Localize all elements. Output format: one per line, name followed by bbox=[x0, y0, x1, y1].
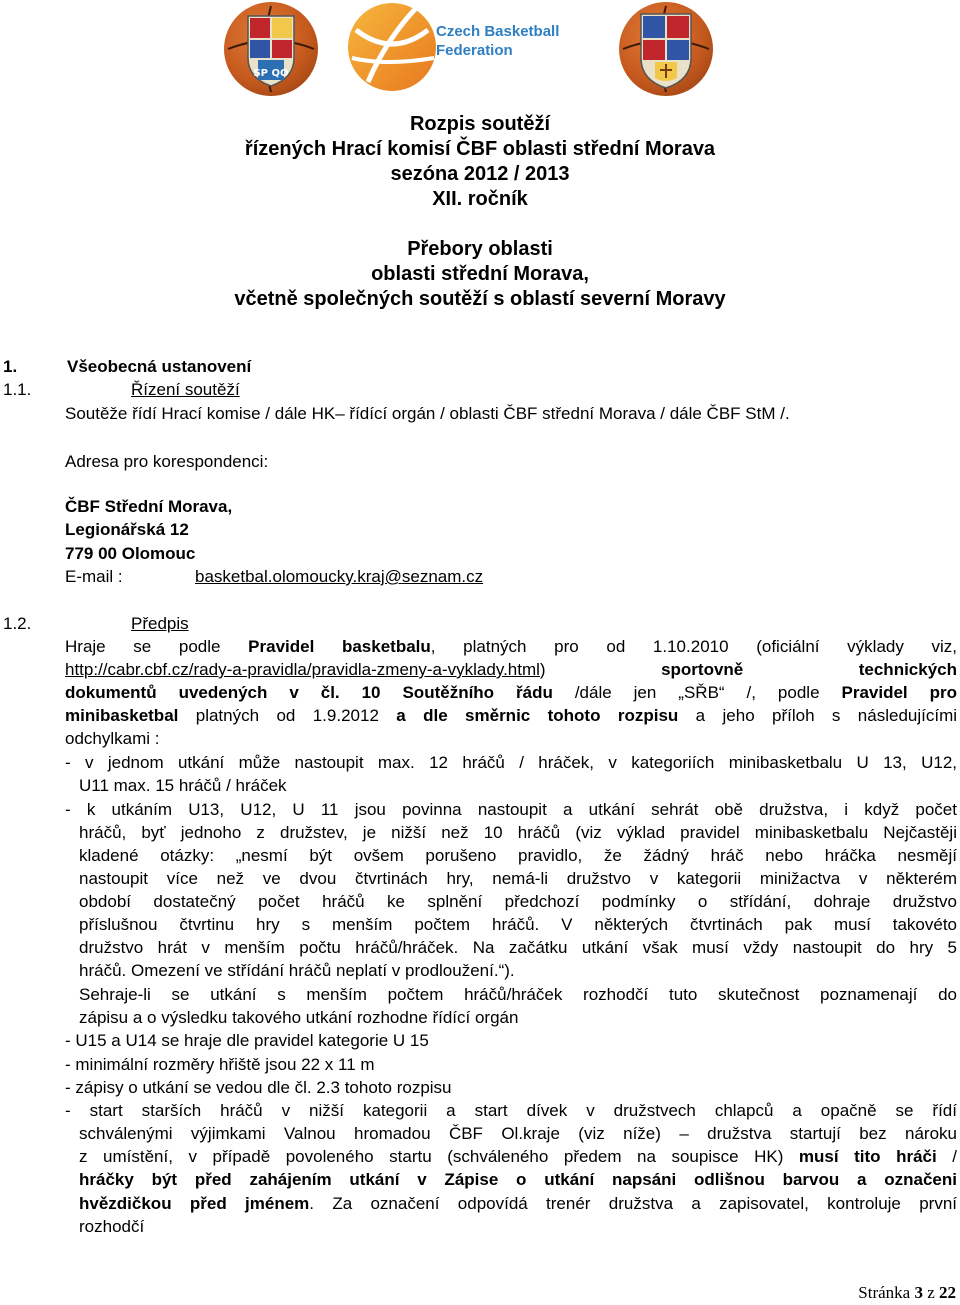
title-line-1: Rozpis soutěží bbox=[409, 113, 550, 135]
subtitle-line-2: oblasti střední Morava, bbox=[371, 263, 589, 285]
page-current: 3 bbox=[914, 1283, 923, 1302]
bullet-6-line-6: rozhodčí bbox=[79, 1217, 145, 1236]
text-run: a jeho příloh s následujícími bbox=[678, 706, 958, 725]
page-of: z bbox=[922, 1283, 939, 1302]
section-1-number: 1. bbox=[3, 357, 18, 376]
text-run: ) bbox=[539, 660, 662, 679]
rules-line-5: odchylkami : bbox=[65, 729, 160, 748]
cbf-logo-text bbox=[436, 22, 559, 60]
rules-link[interactable]: http://cabr.cbf.cz/rady-a-pravidla/pravidla-zmeny-a-vyklady.html bbox=[65, 660, 540, 679]
text-run: z umístění, v případě povoleného startu (schváleného předem na soupisce HK) bbox=[79, 1147, 799, 1166]
text-run-bold: musí tito hráči bbox=[798, 1147, 937, 1166]
text-run: / bbox=[936, 1147, 957, 1166]
bullet-2-line-2: hráčů, byť jednoho z družstev, je nižší než 10 hráčů (viz výklad pravidel minibasketbalu Nejčastěji bbox=[79, 823, 957, 842]
text-run: platných od 1.9.2012 bbox=[178, 706, 397, 725]
cbf-name-line2: Federation bbox=[436, 42, 513, 59]
section-1-2-heading: Předpis bbox=[131, 614, 189, 633]
cbf-name-line1: Czech Basketball bbox=[436, 23, 560, 40]
rules-line-4 bbox=[65, 704, 957, 727]
rules-line-3 bbox=[65, 681, 957, 704]
bullet-2-line-5: období dostatečný počet hráčů ke splnění předchozí podmínky o střídání, dohraje družstvo bbox=[79, 892, 957, 911]
regional-logo-left bbox=[224, 2, 318, 96]
text-run-bold: Pravidel basketbalu bbox=[248, 637, 431, 656]
rules-line-1 bbox=[65, 635, 957, 658]
text-run-bold: Pravidel pro bbox=[841, 683, 957, 702]
text-run-bold: dokumentů uvedených v čl. 10 Soutěžního řádu bbox=[65, 683, 553, 702]
bullet-6-line-4: hráčky být před zahájením utkání v Zápise o utkání napsáni odlišnou barvou a označeni bbox=[79, 1170, 957, 1189]
page-label: Stránka bbox=[858, 1283, 915, 1302]
bullet-2-line-9: Sehraje-li se utkání s menším počtem hráčů/hráček rozhodčí tuto skutečnost poznamenají do bbox=[79, 985, 957, 1004]
subtitle-line-3: včetně společných soutěží s oblastí severní Moravy bbox=[234, 288, 726, 310]
olomouc-crest-icon bbox=[619, 2, 713, 96]
bullet-3: - U15 a U14 se hraje dle pravidel kategorie U 15 bbox=[65, 1031, 429, 1050]
title-edition: XII. ročník bbox=[432, 188, 528, 210]
bullet-4: - minimální rozměry hřiště jsou 22 x 11 m bbox=[65, 1055, 375, 1074]
address-line-3: 779 00 Olomouc bbox=[65, 544, 196, 563]
bullet-2-line-1: - k utkáním U13, U12, U 11 jsou povinna nastoupit a utkání sehrát obě družstva, i když počet bbox=[65, 800, 957, 819]
text-run-bold: sportovně technických bbox=[661, 660, 958, 679]
bullet-1-line-2: U11 max. 15 hráčů / hráček bbox=[79, 776, 287, 795]
bullet-6-line-1: - start starších hráčů v nižší kategorii a start dívek v družstvech chlapců a opačně se řídí bbox=[65, 1101, 957, 1120]
bullet-2-line-8: hráčů. Omezení ve střídání hráčů neplatí v prodloužení.“). bbox=[79, 961, 515, 980]
page-total: 22 bbox=[939, 1283, 956, 1302]
section-1-1-heading: Řízení soutěží bbox=[131, 380, 240, 399]
bullet-2-line-3: kladené otázky: „nesmí být ovšem porušeno pravidlo, že žádný hráč nebo hráčka nesmějí bbox=[79, 846, 957, 865]
bullet-2-line-10: zápisu a o výsledku takového utkání rozhodne řídící orgán bbox=[79, 1008, 519, 1027]
section-1-1-text: Soutěže řídí Hrací komise / dále HK– řídící orgán / oblasti ČBF střední Morava / dále ČBF StM /. bbox=[65, 404, 790, 423]
bullet-1-line-1: - v jednom utkání může nastoupit max. 12 hráčů / hráček, v kategoriích minibasketbalu U 13, U12, bbox=[65, 753, 957, 772]
text-run: . Za označení odpovídá trenér družstva a zapisovatel, kontroluje první bbox=[309, 1194, 957, 1213]
email-link[interactable]: basketbal.olomoucky.kraj@seznam.cz bbox=[195, 567, 484, 586]
text-run: Hraje se podle bbox=[65, 637, 249, 656]
title-line-2: řízených Hrací komisí ČBF oblasti střední Morava bbox=[244, 138, 716, 160]
bullet-6-line-2: schválenými výjimkami Valnou hromadou ČBF Ol.kraje (viz níže) – družstva startují bez nároku bbox=[79, 1124, 957, 1143]
regional-logo-right bbox=[619, 2, 713, 96]
bullet-2-line-7: družstvo hrát v menším počtu hráčů/hráček. Na začátku utkání však musí vždy nastoupit do hry 5 bbox=[79, 938, 957, 957]
text-run-bold: hvězdičkou před jménem bbox=[79, 1194, 310, 1213]
section-1-2-number: 1.2. bbox=[3, 614, 32, 633]
bullet-2-line-6: příslušnou čtvrtinu hry s menším počtem hráčů. V některých čtvrtinách pak musí takovéto bbox=[79, 915, 957, 934]
svg-text:SP QO: SP QO bbox=[253, 68, 289, 79]
document-title bbox=[0, 112, 960, 312]
text-run-bold: a dle směrnic tohoto rozpisu bbox=[396, 706, 679, 725]
bullet-5: - zápisy o utkání se vedou dle čl. 2.3 tohoto rozpisu bbox=[65, 1078, 452, 1097]
title-season: sezóna 2012 / 2013 bbox=[390, 163, 570, 185]
regional-crest-icon bbox=[224, 2, 318, 96]
email-label: E-mail : bbox=[65, 567, 123, 586]
subtitle-line-1: Přebory oblasti bbox=[407, 238, 553, 260]
text-run: , platných pro od 1.10.2010 (oficiální výklady viz, bbox=[430, 637, 958, 656]
bullet-6-line-3 bbox=[79, 1145, 957, 1168]
page-number bbox=[858, 1283, 956, 1303]
header-logos bbox=[0, 0, 960, 100]
section-1-1-number: 1.1. bbox=[3, 380, 32, 399]
address-label: Adresa pro korespondenci: bbox=[65, 452, 269, 471]
section-1-heading: Všeobecná ustanovení bbox=[67, 357, 252, 376]
text-run: /dále jen „SŘB“ /, podle bbox=[552, 683, 842, 702]
bullet-6-line-5 bbox=[79, 1192, 957, 1215]
rules-line-2 bbox=[65, 658, 957, 681]
address-line-2: Legionářská 12 bbox=[65, 520, 189, 539]
address-line-1: ČBF Střední Morava, bbox=[65, 497, 233, 516]
bullet-2-line-4: nastoupit více než ve dvou čtvrtinách hry, nemá-li družstvo v kategorii minižactva v některém bbox=[79, 869, 957, 888]
text-run-bold: minibasketbal bbox=[65, 706, 179, 725]
